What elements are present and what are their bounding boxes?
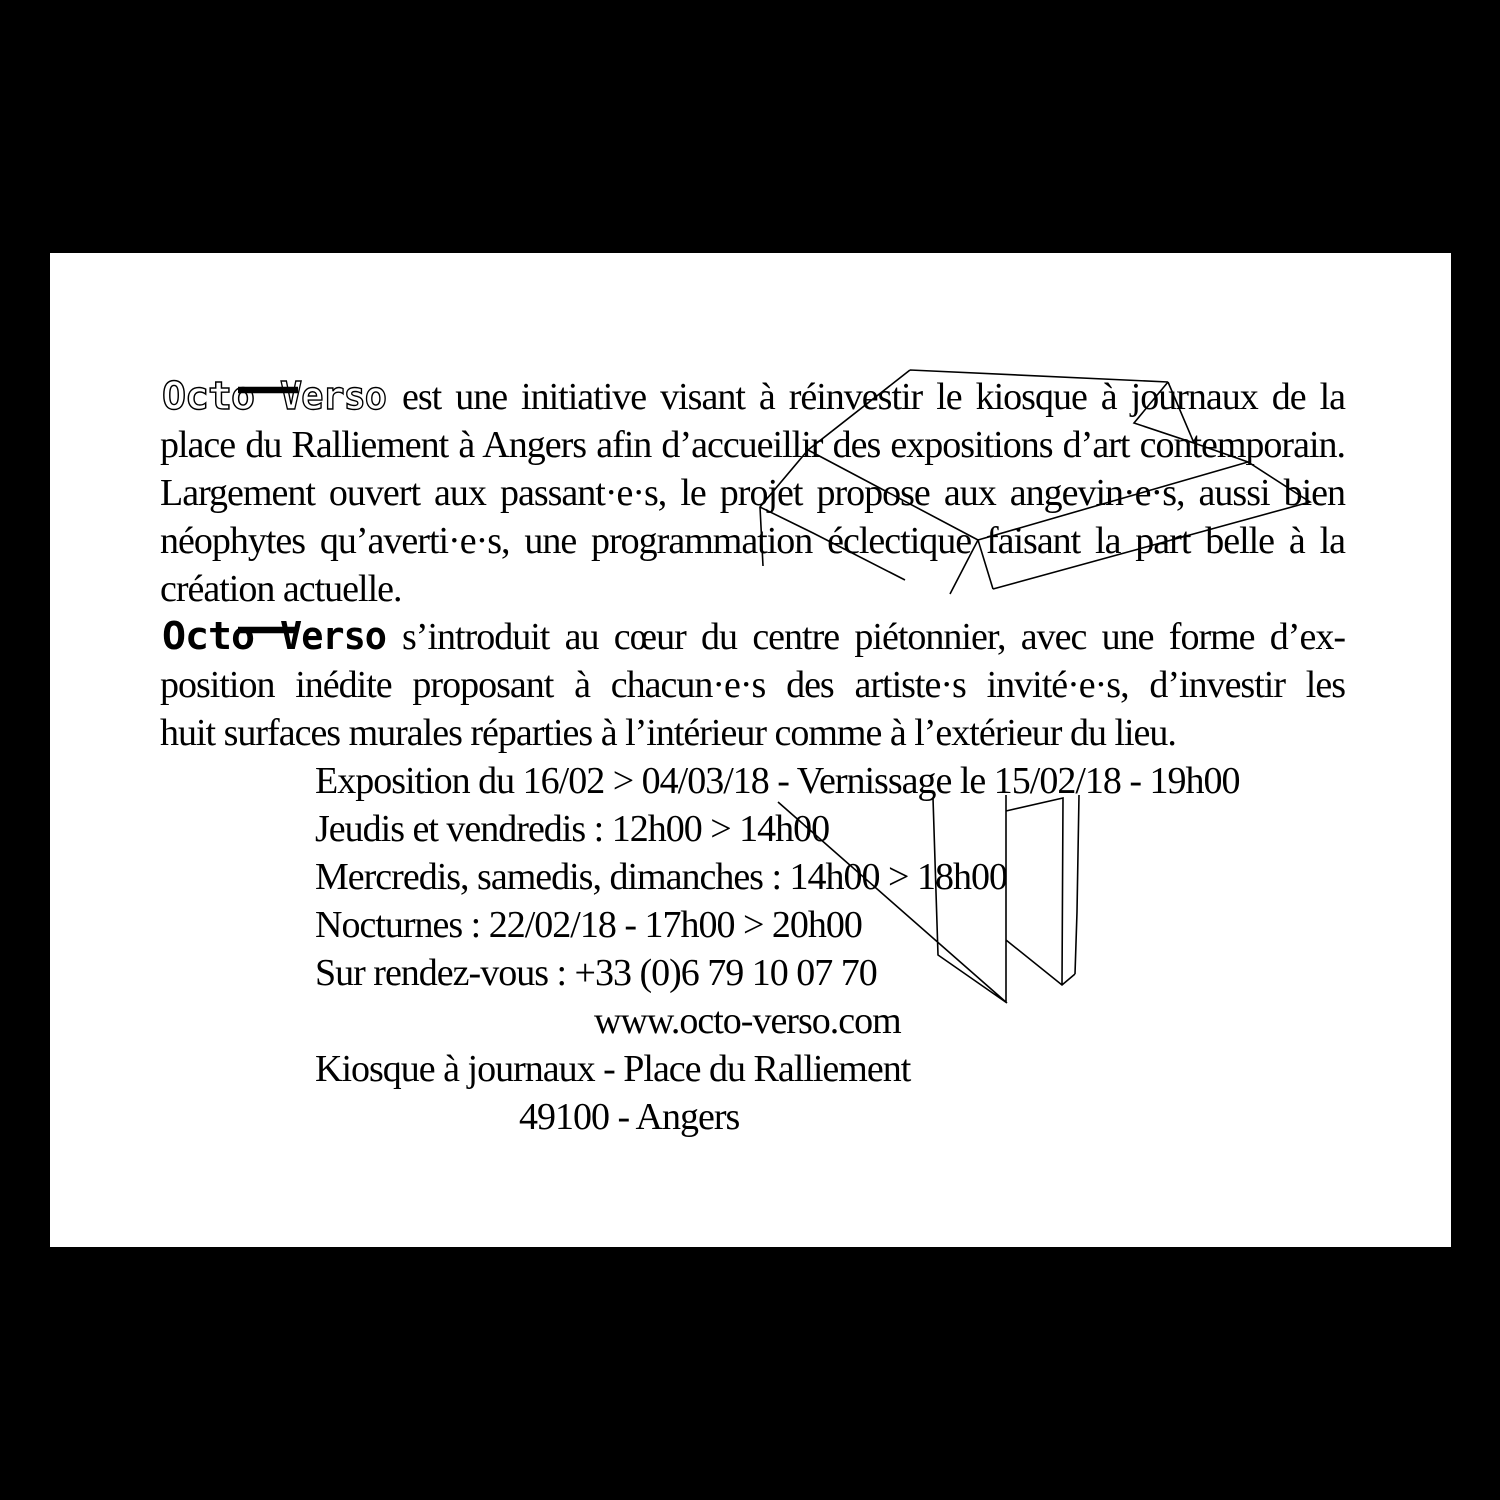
logo-word-verso: Verso (280, 374, 387, 418)
second-paragraph-line-2: position inédite proposant à chacun·e·s des artiste·s invité·e·s, d’investir les (160, 664, 1345, 706)
octo-verso-logo-solid-icon (160, 613, 388, 659)
second-paragraph-line-1-text: s’introduit au cœur du centre piétonnier, avec une forme d’ex- (402, 616, 1345, 658)
schedule-line-jeudis: Jeudis et vendredis : 12h00 > 14h00 (315, 808, 830, 850)
logo-word-octo: Octo (162, 374, 255, 418)
intro-line-1-text: est une initiative visant à réinvestir le kiosque à journaux de la (402, 376, 1345, 418)
flyer-card (50, 253, 1451, 1247)
address-line-kiosque: Kiosque à journaux - Place du Ralliement (315, 1048, 911, 1090)
intro-line-4: néophytes qu’averti·e·s, une programmation éclectique faisant la part belle à la (160, 520, 1345, 562)
second-paragraph-line-3: huit surfaces murales réparties à l’intérieur comme à l’extérieur du lieu. (160, 712, 1176, 754)
intro-line-5: création actuelle. (160, 568, 402, 610)
website-url: www.octo-verso.com (594, 1000, 901, 1042)
schedule-line-rendez-vous: Sur rendez-vous : +33 (0)6 79 10 07 70 (315, 952, 877, 994)
intro-line-3: Largement ouvert aux passant·e·s, le projet propose aux angevin·e·s, aussi bien (160, 472, 1345, 514)
schedule-line-nocturnes: Nocturnes : 22/02/18 - 17h00 > 20h00 (315, 904, 862, 946)
logo-word-verso: Verso (280, 614, 387, 658)
intro-line-1 (160, 373, 1345, 421)
octo-verso-logo-outline-icon (160, 373, 388, 419)
second-paragraph-line-1 (160, 613, 1345, 661)
logo-word-octo: Octo (162, 614, 255, 658)
intro-line-2: place du Ralliement à Angers afin d’accueillir des expositions d’art contemporain. (160, 424, 1345, 466)
schedule-line-exposition: Exposition du 16/02 > 04/03/18 - Vernissage le 15/02/18 - 19h00 (315, 760, 1240, 802)
flyer-text-block (160, 373, 1345, 1141)
schedule-line-mercredis: Mercredis, samedis, dimanches : 14h00 > 18h00 (315, 856, 1007, 898)
address-line-zip: 49100 - Angers (519, 1096, 740, 1138)
